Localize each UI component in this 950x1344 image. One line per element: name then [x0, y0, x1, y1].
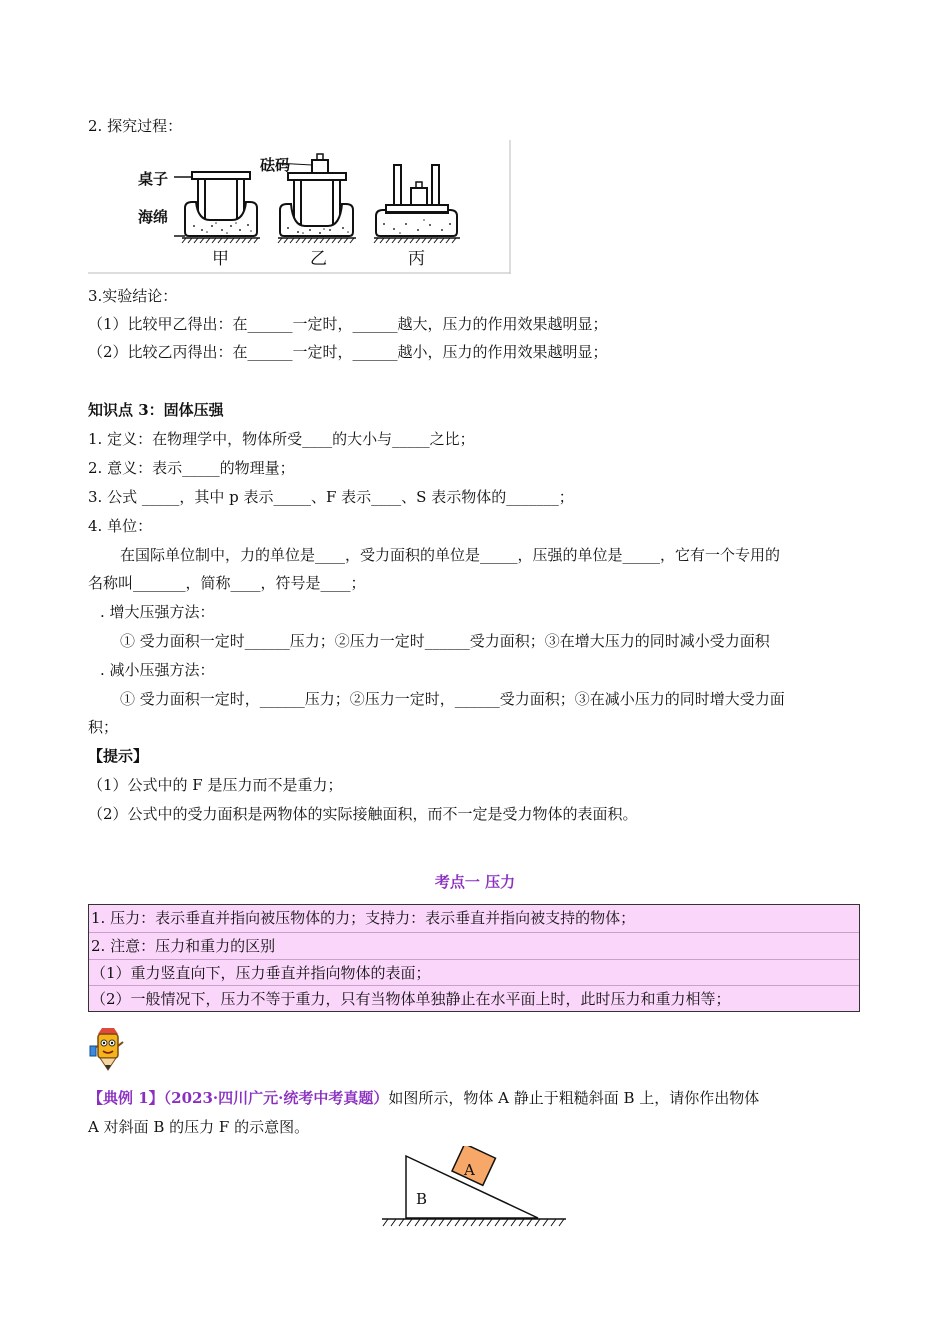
conclusion-item-2: （2）比较乙丙得出：在______一定时，______越小，压力的作用效果越明显；	[88, 343, 608, 361]
example-1-line-2: A 对斜面 B 的压力 F 的示意图。	[88, 1118, 310, 1136]
kp3-increase-body: ① 受力面积一定时______压力；②压力一定时______受力面积；③在增大压力的同时减小受力面积	[120, 632, 770, 650]
label-a: A	[464, 1161, 475, 1179]
kp3-unit-line-2: 名称叫_______，简称____，符号是____；	[88, 574, 366, 592]
caption-bing: 丙	[408, 249, 425, 269]
kp3-unit-line-1: 在国际单位制中，力的单位是____，受力面积的单位是_____，压强的单位是_____，它有一个专用的	[120, 546, 781, 564]
section-title: 考点一 压力	[434, 873, 516, 891]
key-point-row: （2）一般情况下，压力不等于重力，只有当物体单独静止在水平面上时，此时压力和重力相等；	[89, 985, 859, 1013]
conclusion-item-1: （1）比较甲乙得出：在______一定时，______越大，压力的作用效果越明显；	[88, 315, 608, 333]
pencil-mascot-icon	[88, 1024, 128, 1072]
label-table: 桌子	[138, 170, 169, 188]
key-point-row: 2. 注意：压力和重力的区别	[89, 932, 859, 960]
label-b: B	[416, 1190, 428, 1208]
kp3-meaning: 2. 意义：表示_____的物理量；	[88, 459, 295, 477]
label-sponge: 海绵	[138, 208, 169, 226]
key-point-row: 1. 压力：表示垂直并指向被压物体的力；支持力：表示垂直并指向被支持的物体；	[91, 909, 636, 927]
kp3-unit-title: 4. 单位：	[88, 517, 153, 535]
kp3-decrease-body-1: ① 受力面积一定时，______压力；②压力一定时，______受力面积；③在减小压力的同时增大受力面	[120, 690, 785, 708]
tip-title: 【提示】	[88, 747, 149, 765]
step2-title: 2. 探究过程：	[88, 117, 183, 135]
incline-illustration	[378, 1146, 570, 1228]
kp3-decrease-title: . 减小压强方法：	[100, 661, 215, 679]
example-1-line-1	[88, 1088, 759, 1108]
caption-yi: 乙	[310, 249, 327, 269]
kp3-increase-title: . 增大压强方法：	[100, 603, 215, 621]
example-1-tag: 【典例 1】（2023·四川广元·统考中考真题）	[88, 1089, 389, 1107]
key-point-row: （1）重力竖直向下，压力垂直并指向物体的表面；	[89, 959, 859, 987]
tip-item-1: （1）公式中的 F 是压力而不是重力；	[88, 776, 343, 794]
kp3-decrease-body-2: 积；	[88, 718, 119, 736]
tip-item-2: （2）公式中的受力面积是两物体的实际接触面积，而不一定是受力物体的表面积。	[88, 805, 638, 823]
example-1-text: 如图所示，物体 A 静止于粗糙斜面 B 上，请你作出物体	[388, 1089, 760, 1107]
kp3-formula: 3. 公式 _____，其中 p 表示_____、F 表示____、S 表示物体的_______；	[88, 488, 574, 506]
conclusion-title: 3.实验结论：	[88, 287, 178, 305]
label-weight: 砝码	[260, 156, 291, 174]
kp3-definition: 1. 定义：在物理学中，物体所受____的大小与_____之比；	[88, 430, 475, 448]
experiment-figure	[88, 140, 512, 278]
key-points-box	[88, 904, 860, 1012]
kp3-title: 知识点 3：固体压强	[88, 401, 224, 419]
incline-diagram	[378, 1146, 570, 1228]
caption-jia: 甲	[212, 249, 229, 269]
